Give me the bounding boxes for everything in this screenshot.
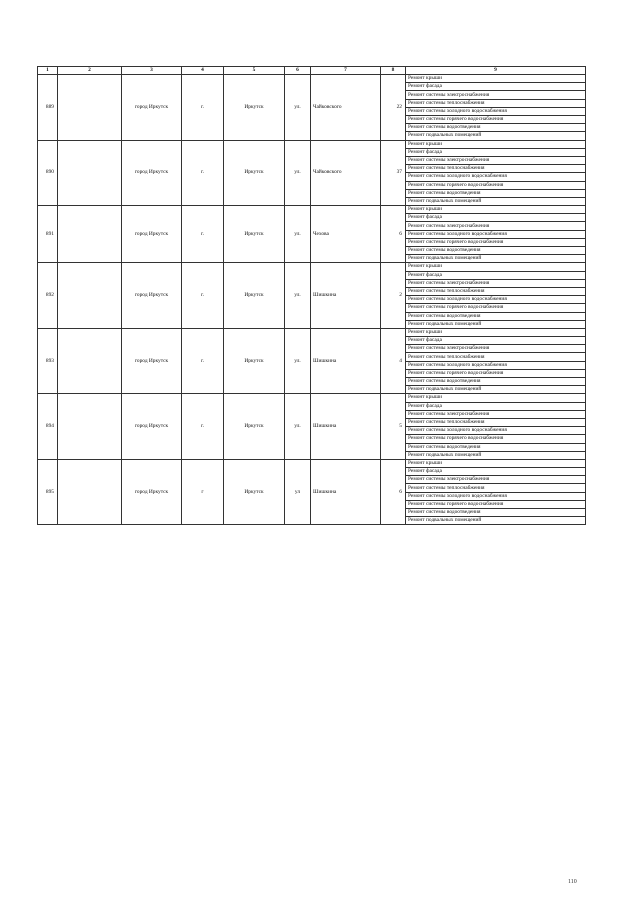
work-type-cell: Ремонт системы холодного водоснабжения: [406, 492, 586, 500]
work-type-cell: Ремонт подвальных помещений: [406, 517, 586, 525]
column-header: 7: [311, 67, 381, 75]
column-header: 3: [122, 67, 182, 75]
locality-cell: Иркутск: [224, 75, 285, 141]
work-type-cell: Ремонт подвальных помещений: [406, 386, 586, 394]
column-header: 1: [38, 67, 58, 75]
work-type-cell: Ремонт системы теплоснабжения: [406, 99, 586, 107]
settlement-type-cell: г.: [182, 140, 224, 206]
work-type-cell: Ремонт системы горячего водоснабжения: [406, 116, 586, 124]
work-type-cell: Ремонт системы теплоснабжения: [406, 353, 586, 361]
municipality-cell: город Иркутск: [122, 206, 182, 263]
work-type-cell: Ремонт фасада: [406, 468, 586, 476]
street-type-cell: ул.: [285, 394, 311, 460]
work-type-cell: Ремонт фасада: [406, 214, 586, 222]
settlement-type-cell: г.: [182, 394, 224, 460]
table-row: [38, 263, 586, 271]
work-type-cell: Ремонт системы водоотведения: [406, 443, 586, 451]
blank-cell: [58, 75, 122, 141]
house-number-cell: 6: [381, 459, 406, 525]
work-type-cell: Ремонт крыши: [406, 328, 586, 336]
settlement-type-cell: г.: [182, 206, 224, 263]
municipality-cell: город Иркутск: [122, 75, 182, 141]
work-type-cell: Ремонт системы холодного водоснабжения: [406, 361, 586, 369]
table-row: [38, 328, 586, 336]
work-type-cell: Ремонт крыши: [406, 263, 586, 271]
settlement-type-cell: г.: [182, 328, 224, 394]
street-cell: Шишкина: [311, 394, 381, 460]
work-type-cell: Ремонт фасада: [406, 83, 586, 91]
work-type-cell: Ремонт системы водоотведения: [406, 509, 586, 517]
municipality-cell: город Иркутск: [122, 394, 182, 460]
row-number: 892: [38, 263, 58, 329]
settlement-type-cell: г.: [182, 263, 224, 329]
work-type-cell: Ремонт системы электроснабжения: [406, 476, 586, 484]
house-number-cell: 6: [381, 206, 406, 263]
work-type-cell: Ремонт крыши: [406, 459, 586, 467]
municipality-cell: город Иркутск: [122, 328, 182, 394]
blank-cell: [58, 328, 122, 394]
work-type-cell: Ремонт системы холодного водоснабжения: [406, 427, 586, 435]
street-cell: Чехова: [311, 206, 381, 263]
page-number: 110: [568, 879, 577, 885]
work-type-cell: Ремонт системы водоотведения: [406, 189, 586, 197]
house-number-cell: 5: [381, 394, 406, 460]
row-number: 891: [38, 206, 58, 263]
street-cell: Шишкина: [311, 328, 381, 394]
work-type-cell: Ремонт подвальных помещений: [406, 320, 586, 328]
table-row: [38, 206, 586, 214]
blank-cell: [58, 140, 122, 206]
locality-cell: Иркутск: [224, 394, 285, 460]
street-cell: Шишкина: [311, 459, 381, 525]
work-type-cell: Ремонт подвальных помещений: [406, 451, 586, 459]
work-type-cell: Ремонт системы теплоснабжения: [406, 484, 586, 492]
row-number: 895: [38, 459, 58, 525]
settlement-type-cell: г: [182, 459, 224, 525]
street-type-cell: ул.: [285, 263, 311, 329]
settlement-type-cell: г.: [182, 75, 224, 141]
street-type-cell: ул.: [285, 206, 311, 263]
street-type-cell: ул: [285, 459, 311, 525]
work-type-cell: Ремонт системы электроснабжения: [406, 279, 586, 287]
street-cell: Чайковского: [311, 140, 381, 206]
work-type-cell: Ремонт системы теплоснабжения: [406, 287, 586, 295]
work-type-cell: Ремонт системы водоотведения: [406, 247, 586, 255]
work-type-cell: Ремонт крыши: [406, 140, 586, 148]
work-type-cell: Ремонт системы водоотведения: [406, 124, 586, 132]
work-type-cell: Ремонт системы холодного водоснабжения: [406, 173, 586, 181]
blank-cell: [58, 206, 122, 263]
work-type-cell: Ремонт системы горячего водоснабжения: [406, 435, 586, 443]
work-type-cell: Ремонт подвальных помещений: [406, 132, 586, 140]
work-type-cell: Ремонт крыши: [406, 75, 586, 83]
table-row: [38, 140, 586, 148]
work-type-cell: Ремонт фасада: [406, 402, 586, 410]
work-type-cell: Ремонт системы горячего водоснабжения: [406, 304, 586, 312]
work-type-cell: Ремонт системы теплоснабжения: [406, 418, 586, 426]
table-row: [38, 75, 586, 83]
house-number-cell: 2: [381, 263, 406, 329]
work-type-cell: Ремонт системы теплоснабжения: [406, 165, 586, 173]
blank-cell: [58, 394, 122, 460]
work-type-cell: Ремонт подвальных помещений: [406, 197, 586, 205]
row-number: 890: [38, 140, 58, 206]
street-type-cell: ул.: [285, 140, 311, 206]
municipality-cell: город Иркутск: [122, 140, 182, 206]
work-type-cell: Ремонт системы холодного водоснабжения: [406, 107, 586, 115]
street-cell: Шишкина: [311, 263, 381, 329]
work-type-cell: Ремонт системы горячего водоснабжения: [406, 369, 586, 377]
work-type-cell: Ремонт системы холодного водоснабжения: [406, 296, 586, 304]
row-number: 894: [38, 394, 58, 460]
locality-cell: Иркутск: [224, 206, 285, 263]
street-cell: Чайковского: [311, 75, 381, 141]
house-number-cell: 37: [381, 140, 406, 206]
municipality-cell: город Иркутск: [122, 263, 182, 329]
blank-cell: [58, 263, 122, 329]
locality-cell: Иркутск: [224, 459, 285, 525]
work-type-cell: Ремонт системы холодного водоснабжения: [406, 230, 586, 238]
work-type-cell: Ремонт подвальных помещений: [406, 255, 586, 263]
column-header: 9: [406, 67, 586, 75]
column-header: 2: [58, 67, 122, 75]
table-row: [38, 459, 586, 467]
work-type-cell: Ремонт крыши: [406, 206, 586, 214]
work-type-cell: Ремонт фасада: [406, 271, 586, 279]
work-type-cell: Ремонт системы горячего водоснабжения: [406, 238, 586, 246]
house-number-cell: 22: [381, 75, 406, 141]
work-type-cell: Ремонт системы горячего водоснабжения: [406, 181, 586, 189]
work-type-cell: Ремонт системы электроснабжения: [406, 156, 586, 164]
work-type-cell: Ремонт фасада: [406, 148, 586, 156]
work-type-cell: Ремонт крыши: [406, 394, 586, 402]
work-type-cell: Ремонт системы электроснабжения: [406, 91, 586, 99]
house-number-cell: 4: [381, 328, 406, 394]
column-header: 5: [224, 67, 285, 75]
header-row: [38, 67, 586, 75]
work-type-cell: Ремонт системы электроснабжения: [406, 410, 586, 418]
locality-cell: Иркутск: [224, 140, 285, 206]
repair-program-table: [37, 66, 586, 525]
work-type-cell: Ремонт системы электроснабжения: [406, 222, 586, 230]
blank-cell: [58, 459, 122, 525]
street-type-cell: ул.: [285, 75, 311, 141]
row-number: 889: [38, 75, 58, 141]
locality-cell: Иркутск: [224, 328, 285, 394]
table-row: [38, 394, 586, 402]
municipality-cell: город Иркутск: [122, 459, 182, 525]
work-type-cell: Ремонт системы водоотведения: [406, 378, 586, 386]
column-header: 6: [285, 67, 311, 75]
work-type-cell: Ремонт системы горячего водоснабжения: [406, 500, 586, 508]
locality-cell: Иркутск: [224, 263, 285, 329]
work-type-cell: Ремонт системы электроснабжения: [406, 345, 586, 353]
work-type-cell: Ремонт фасада: [406, 337, 586, 345]
work-type-cell: Ремонт системы водоотведения: [406, 312, 586, 320]
column-header: 4: [182, 67, 224, 75]
row-number: 893: [38, 328, 58, 394]
street-type-cell: ул.: [285, 328, 311, 394]
column-header: 8: [381, 67, 406, 75]
